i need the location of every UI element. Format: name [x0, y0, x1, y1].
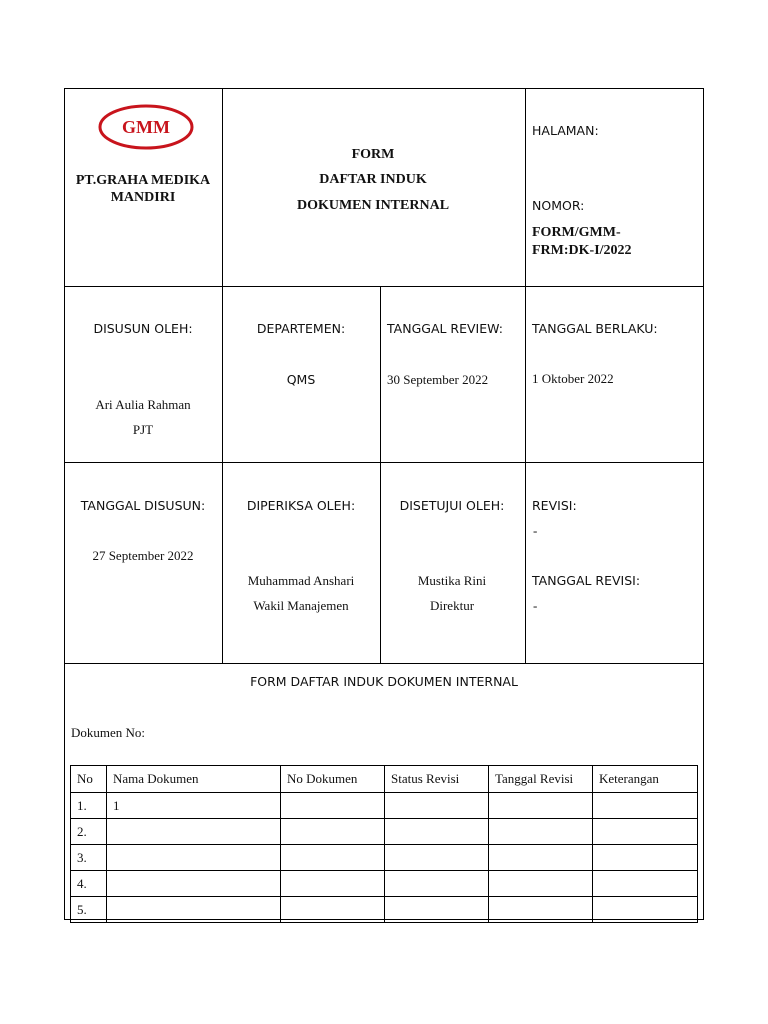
- table-cell: [593, 845, 698, 871]
- table-cell: 3.: [71, 845, 107, 871]
- table-cell: [593, 819, 698, 845]
- dokumen-no-label: Dokumen No:: [71, 725, 146, 740]
- table-cell: [281, 897, 385, 923]
- table-cell: 1.: [71, 793, 107, 819]
- table-row: [71, 819, 698, 845]
- disusun-name: Ari Aulia Rahman: [95, 397, 191, 412]
- tgl-disusun-value: 27 September 2022: [92, 548, 194, 563]
- col-header-no-dokumen: No Dokumen: [281, 766, 385, 793]
- tgl-disusun-label: TANGGAL DISUSUN:: [80, 498, 206, 513]
- review-value: 30 September 2022: [387, 372, 489, 387]
- disetujui-role: Direktur: [429, 598, 475, 613]
- col-header-keterangan: Keterangan: [593, 766, 698, 793]
- table-cell: [107, 897, 281, 923]
- table-row: [71, 871, 698, 897]
- divider-row3: [64, 663, 704, 664]
- table-cell: [107, 871, 281, 897]
- table-cell: [489, 845, 593, 871]
- tgl-revisi-value: -: [533, 598, 538, 613]
- col-header-nama-dokumen: Nama Dokumen: [107, 766, 281, 793]
- table-cell: [385, 819, 489, 845]
- diperiksa-label: DIPERIKSA OLEH:: [246, 498, 356, 513]
- berlaku-value: 1 Oktober 2022: [532, 371, 614, 386]
- table-cell: [489, 871, 593, 897]
- departemen-label: DEPARTEMEN:: [256, 321, 346, 336]
- form-title-line3: DOKUMEN INTERNAL: [296, 198, 450, 213]
- table-cell: 2.: [71, 819, 107, 845]
- table-cell: 4.: [71, 871, 107, 897]
- company-name: PT.GRAHA MEDIKA MANDIRI: [75, 173, 211, 205]
- revisi-label: REVISI:: [532, 498, 577, 513]
- nomor-value-line1: FORM/GMM-: [532, 225, 621, 240]
- col-header-tanggal-revisi: Tanggal Revisi: [489, 766, 593, 793]
- departemen-value: QMS: [286, 372, 316, 387]
- table-row: [71, 793, 698, 819]
- nomor-label: NOMOR:: [532, 198, 585, 213]
- form-title-line2: DAFTAR INDUK: [319, 172, 427, 187]
- table-cell: 1: [107, 793, 281, 819]
- divider-row1: [64, 286, 704, 287]
- review-label: TANGGAL REVIEW:: [387, 321, 503, 336]
- table-row: [71, 845, 698, 871]
- col-header-no: No: [71, 766, 107, 793]
- halaman-label: HALAMAN:: [532, 123, 599, 138]
- table-cell: [489, 819, 593, 845]
- table-cell: [107, 845, 281, 871]
- disetujui-label: DISETUJUI OLEH:: [399, 498, 505, 513]
- divider-col3: [525, 88, 526, 663]
- disusun-role: PJT: [132, 422, 154, 437]
- table-cell: [385, 897, 489, 923]
- table-cell: [385, 845, 489, 871]
- section-title: FORM DAFTAR INDUK DOKUMEN INTERNAL: [250, 674, 518, 689]
- col-header-status-revisi: Status Revisi: [385, 766, 489, 793]
- gmm-logo: [98, 104, 194, 150]
- dokumen-table: [70, 765, 698, 923]
- table-cell: [281, 819, 385, 845]
- table-cell: 5.: [71, 897, 107, 923]
- table-cell: [489, 793, 593, 819]
- logo-text: GMM: [122, 117, 170, 137]
- table-cell: [489, 897, 593, 923]
- diperiksa-role: Wakil Manajemen: [253, 598, 349, 613]
- tgl-revisi-label: TANGGAL REVISI:: [532, 573, 641, 588]
- table-cell: [281, 871, 385, 897]
- berlaku-label: TANGGAL BERLAKU:: [532, 321, 658, 336]
- form-title-line1: FORM: [351, 147, 395, 162]
- divider-row2: [64, 462, 704, 463]
- table-cell: [593, 871, 698, 897]
- divider-col1: [222, 88, 223, 663]
- table-cell: [281, 845, 385, 871]
- disetujui-name: Mustika Rini: [417, 573, 487, 588]
- table-cell: [593, 793, 698, 819]
- table-cell: [281, 793, 385, 819]
- table-cell: [593, 897, 698, 923]
- table-header-row: [71, 766, 698, 793]
- nomor-value-line2: FRM:DK-I/2022: [532, 243, 632, 258]
- revisi-value: -: [533, 523, 538, 538]
- diperiksa-name: Muhammad Anshari: [247, 573, 355, 588]
- table-row: [71, 897, 698, 923]
- table-cell: [107, 819, 281, 845]
- disusun-label: DISUSUN OLEH:: [93, 321, 193, 336]
- table-cell: [385, 871, 489, 897]
- table-cell: [385, 793, 489, 819]
- divider-col2: [380, 286, 381, 663]
